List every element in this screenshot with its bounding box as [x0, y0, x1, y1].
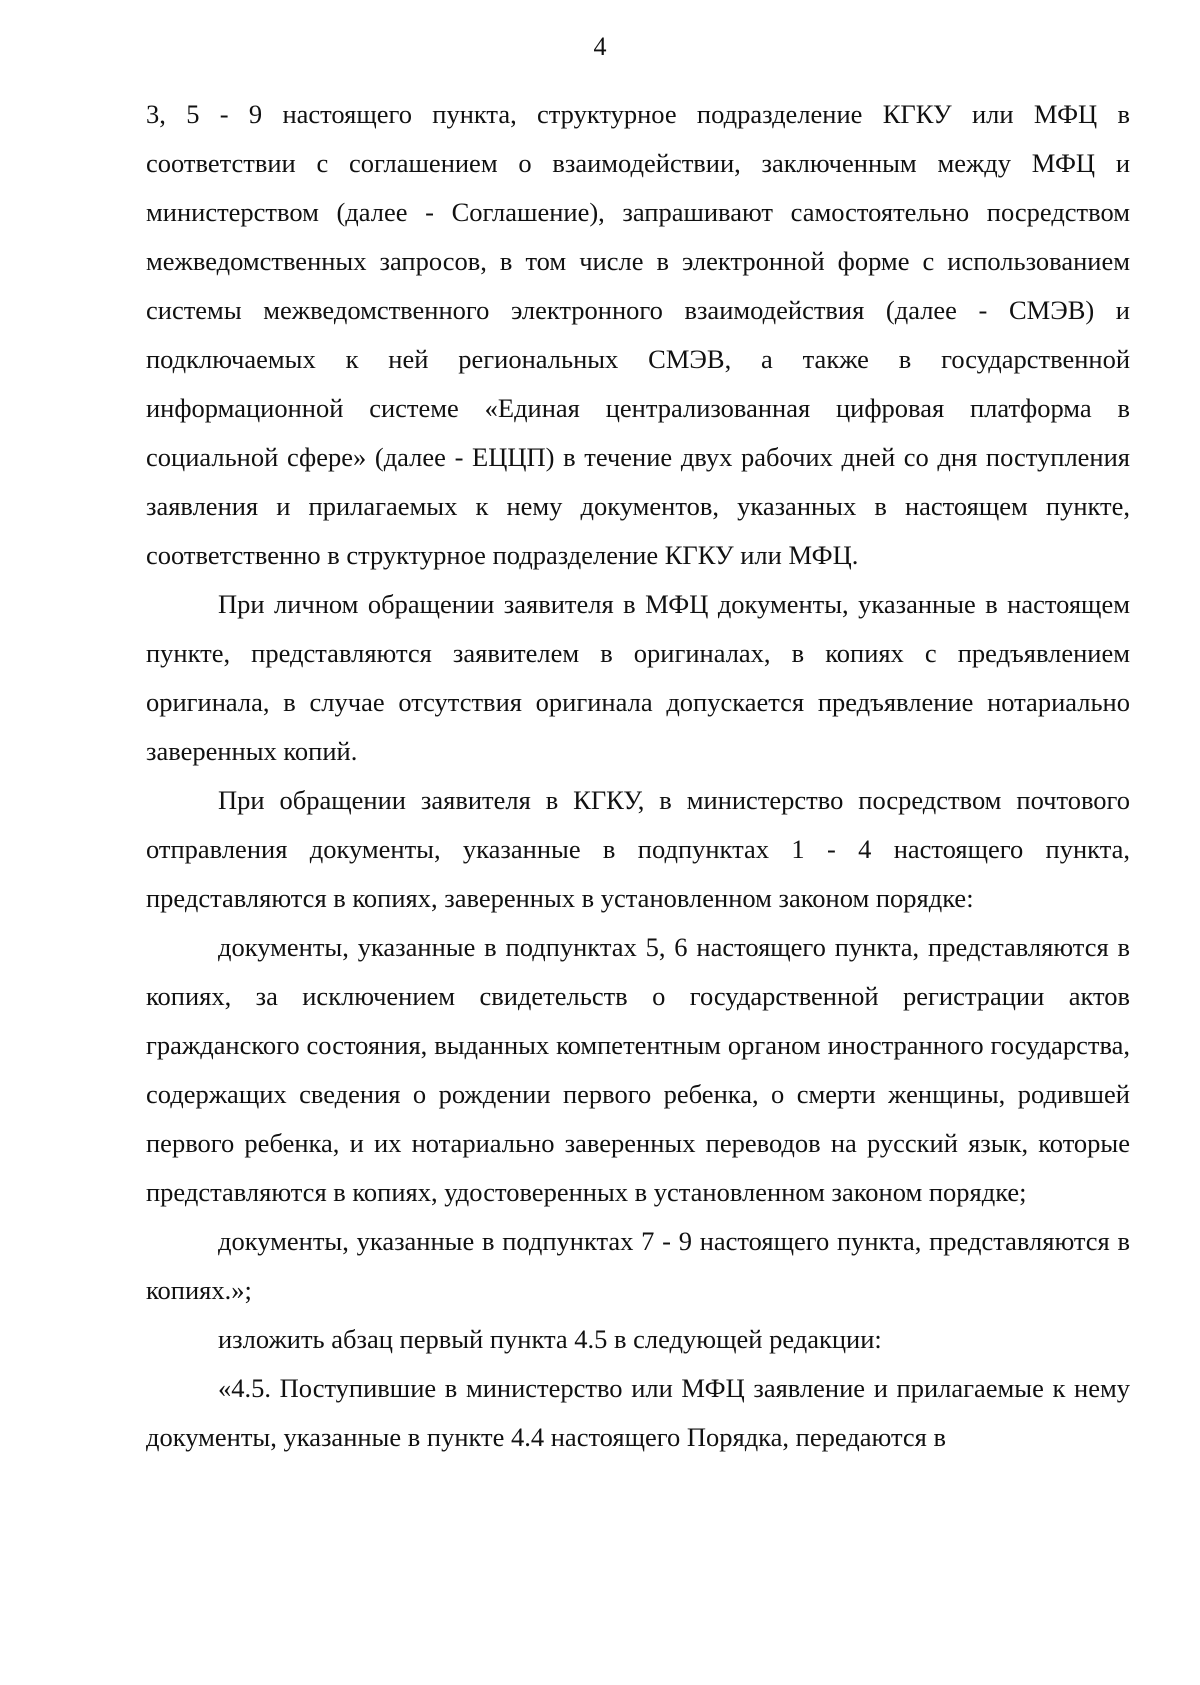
- paragraph-1: 3, 5 - 9 настоящего пункта, структурное подразделение КГКУ или МФЦ в соответствии с соглашением о взаимодействии, заключенным между МФЦ и министерством (далее - Соглашение), запрашивают самостоятельно посредством межведомственных запросов, в том числе в электронной форме с использованием системы межведомственного электронного взаимодействия (далее - СМЭВ) и подключаемых к ней региональных СМЭВ, а также в государственной информационной системе «Единая централизованная цифровая платформа в социальной сфере» (далее - ЕЦЦП) в течение двух рабочих дней со дня поступления заявления и прилагаемых к нему документов, указанных в настоящем пункте, соответственно в структурное подразделение КГКУ или МФЦ.: [146, 99, 1130, 570]
- page-number: 4: [593, 32, 607, 61]
- paragraph-6: изложить абзац первый пункта 4.5 в следующей редакции:: [218, 1324, 882, 1354]
- paragraph-4: документы, указанные в подпунктах 5, 6 настоящего пункта, представляются в копиях, за исключением свидетельств о государственной регистрации актов гражданского состояния, выданных компетентным органом иностранного государства, содержащих сведения о рождении первого ребенка, о смерти женщины, родившей первого ребенка, и их нотариально заверенных переводов на русский язык, которые представляются в копиях, удостоверенных в установленном законом порядке;: [146, 932, 1130, 1207]
- paragraph-7: «4.5. Поступившие в министерство или МФЦ заявление и прилагаемые к нему документы, указанные в пункте 4.4 настоящего Порядка, передаются в: [146, 1373, 1130, 1452]
- paragraph-3: При обращении заявителя в КГКУ, в министерство посредством почтового отправления документы, указанные в подпунктах 1 - 4 настоящего пункта, представляются в копиях, заверенных в установленном законом порядке:: [146, 785, 1130, 913]
- document-body: [146, 90, 1130, 1462]
- paragraph-5: документы, указанные в подпунктах 7 - 9 настоящего пункта, представляются в копиях.»;: [146, 1226, 1130, 1305]
- paragraph-2: При личном обращении заявителя в МФЦ документы, указанные в настоящем пункте, представляются заявителем в оригиналах, в копиях с предъявлением оригинала, в случае отсутствия оригинала допускается предъявление нотариально заверенных копий.: [146, 589, 1130, 766]
